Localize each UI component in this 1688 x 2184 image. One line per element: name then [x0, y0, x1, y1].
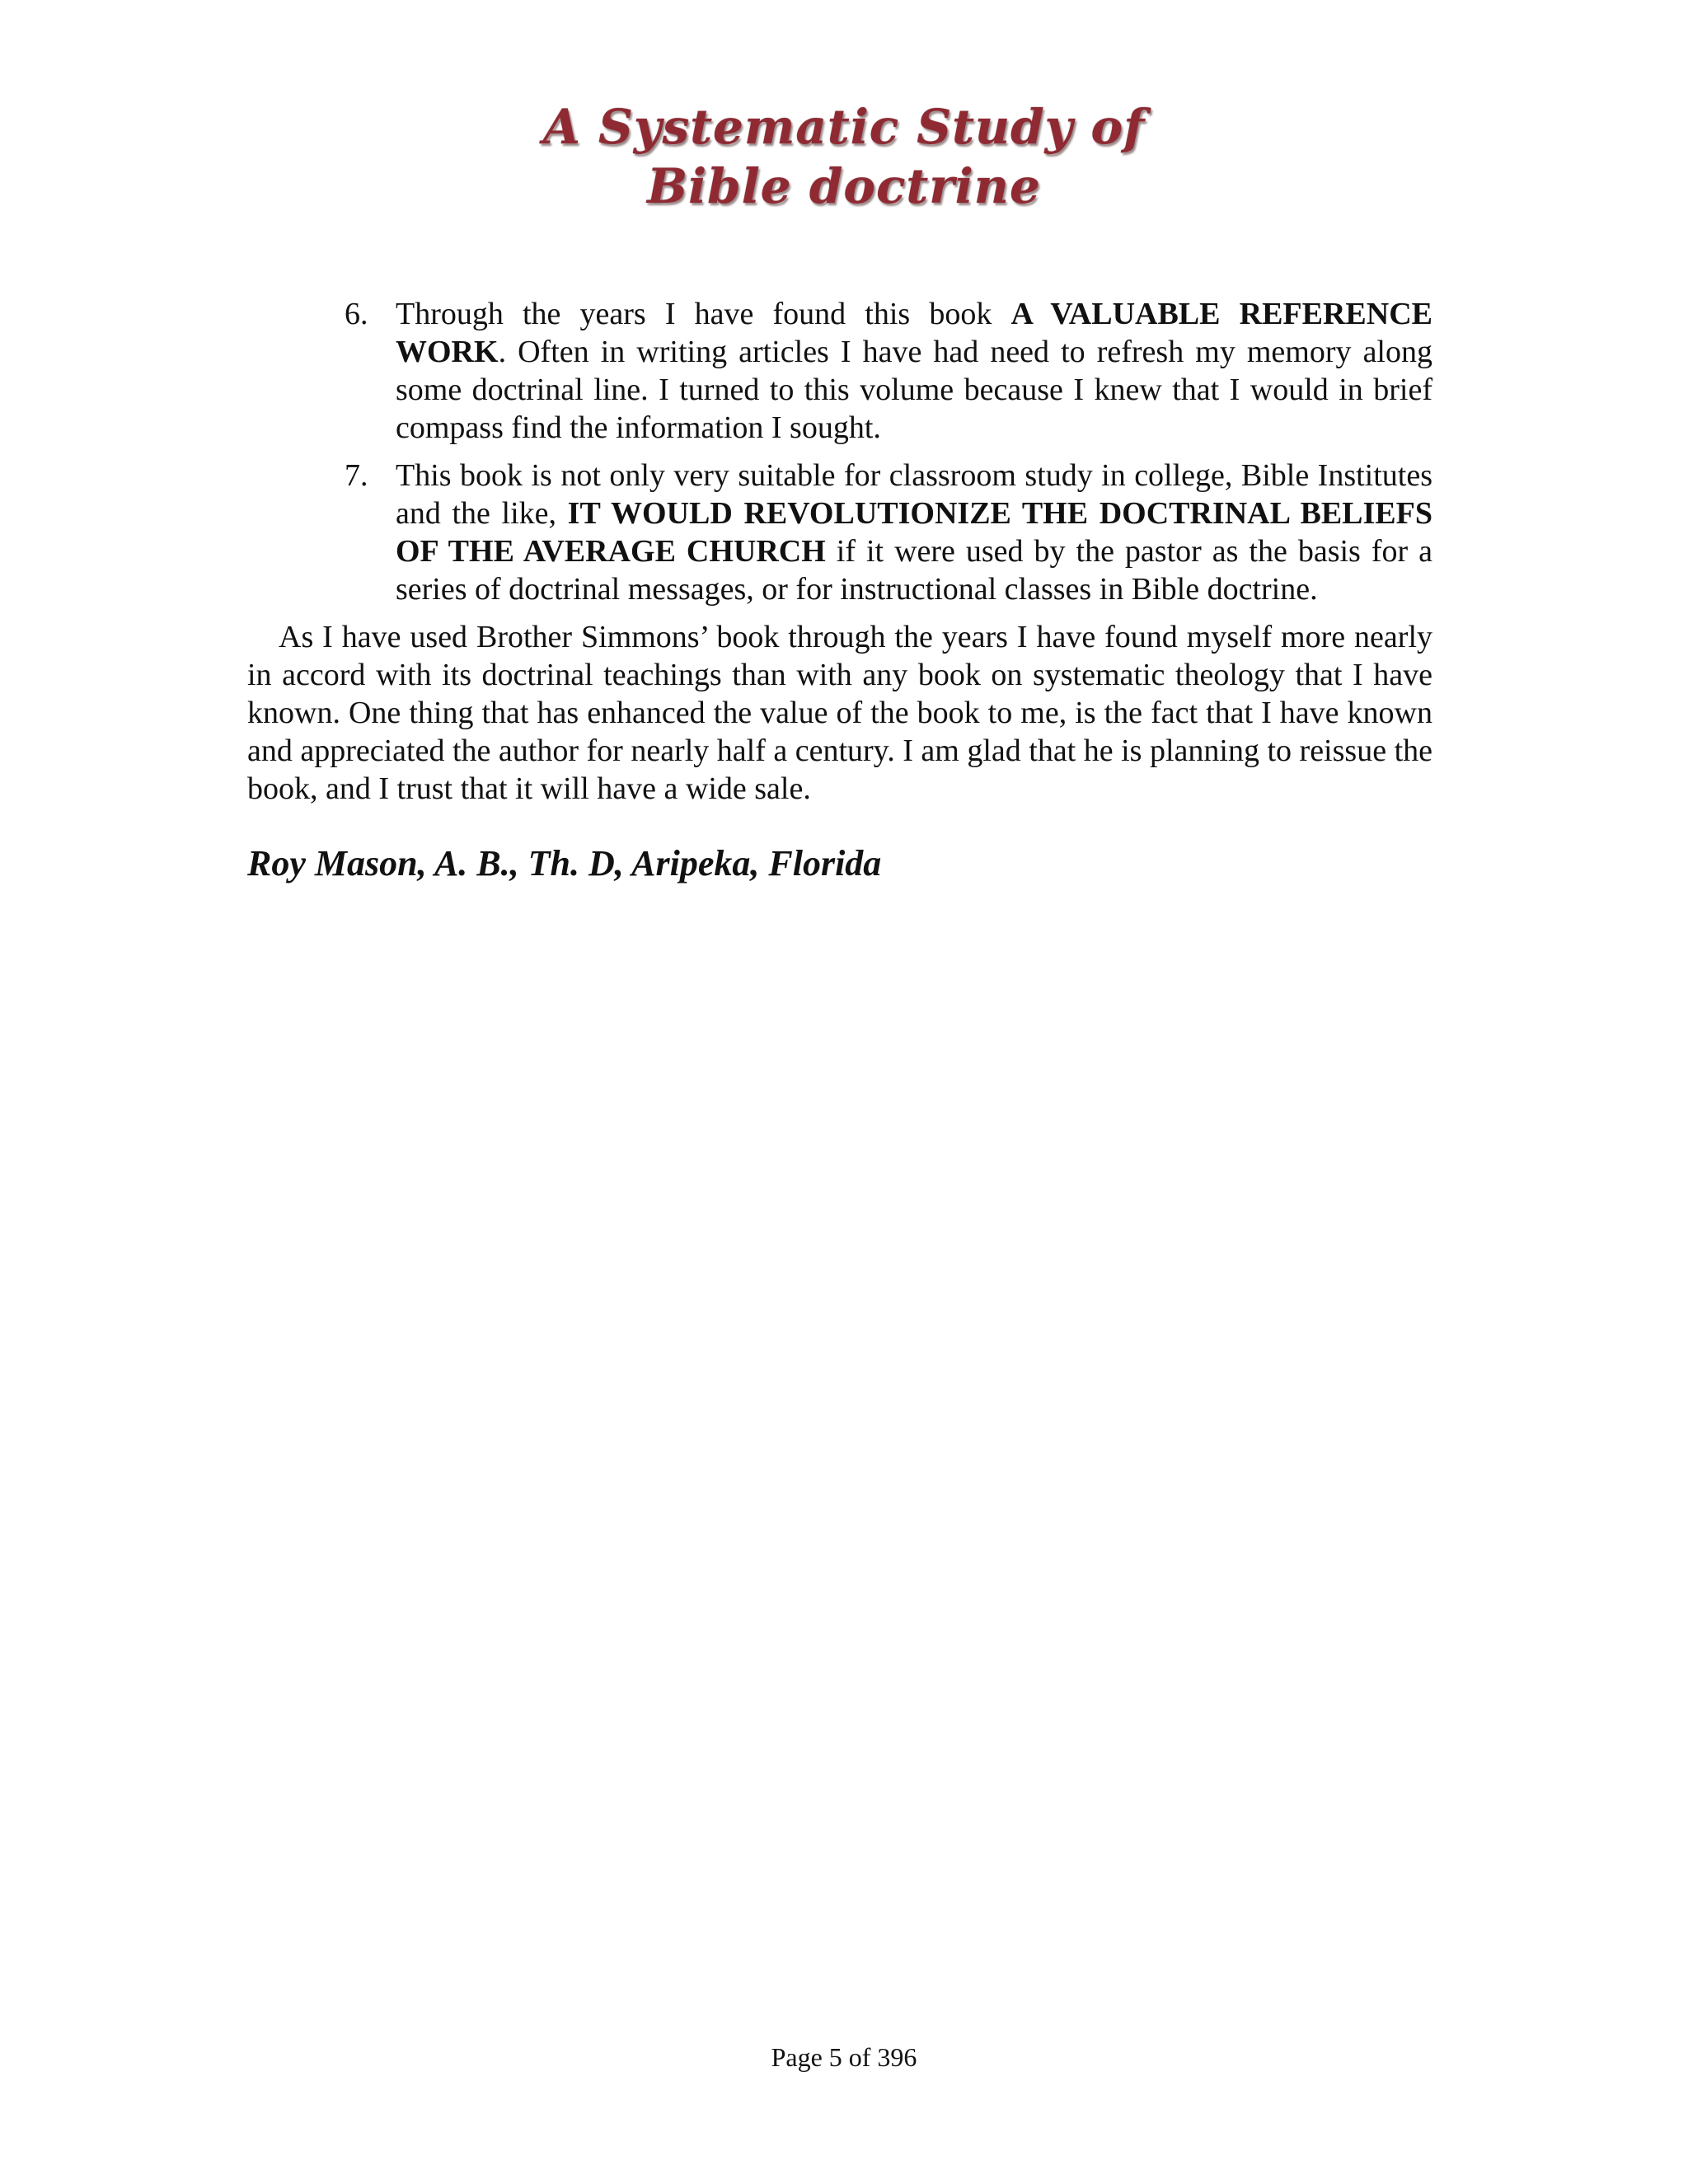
list-emphasis: A VALUABLE REFERENCE WORK — [396, 297, 1432, 369]
list-item-6 — [345, 295, 1432, 447]
body-paragraph: As I have used Brother Simmons’ book through the years I have found myself more nearly in accord with its doctrinal teachings than with any book on systematic theology that I have known. One thing that has enhanced the value of the book to me, is the fact that I have known and appreciated the author for nearly half a century. I am glad that he is planning to reissue the book, and I trust that it will have a wide sale. — [247, 620, 1432, 806]
list-number: 7. — [345, 458, 368, 493]
list-emphasis: IT WOULD REVOLUTIONIZE THE DOCTRINAL BELIEFS OF THE AVERAGE CHURCH — [396, 496, 1432, 569]
book-title-line-2: Bible doctrine — [647, 158, 1041, 214]
list-text: This book is not only very suitable for classroom study in college, Bible Institutes and the like, — [396, 458, 1432, 531]
page-content — [247, 295, 1432, 885]
book-title-line-1: A Systematic Study of — [542, 99, 1146, 155]
list-number: 6. — [345, 297, 368, 331]
book-title-logo — [0, 97, 1688, 216]
list-text: . Often in writing articles I have had need to refresh my memory along some doctrinal line. I turned to this volume because I knew that I would in brief compass find the information I sought. — [396, 335, 1432, 445]
list-text: if it were used by the pastor as the basis for a series of doctrinal messages, or for instructional classes in Bible doctrine. — [396, 534, 1432, 607]
numbered-list — [247, 295, 1432, 608]
page-number: Page 5 of 396 — [771, 2042, 917, 2072]
list-item-7 — [345, 457, 1432, 608]
list-text: Through the years I have found this book — [396, 297, 1011, 331]
signature: Roy Mason, A. B., Th. D, Aripeka, Florida — [247, 843, 882, 883]
